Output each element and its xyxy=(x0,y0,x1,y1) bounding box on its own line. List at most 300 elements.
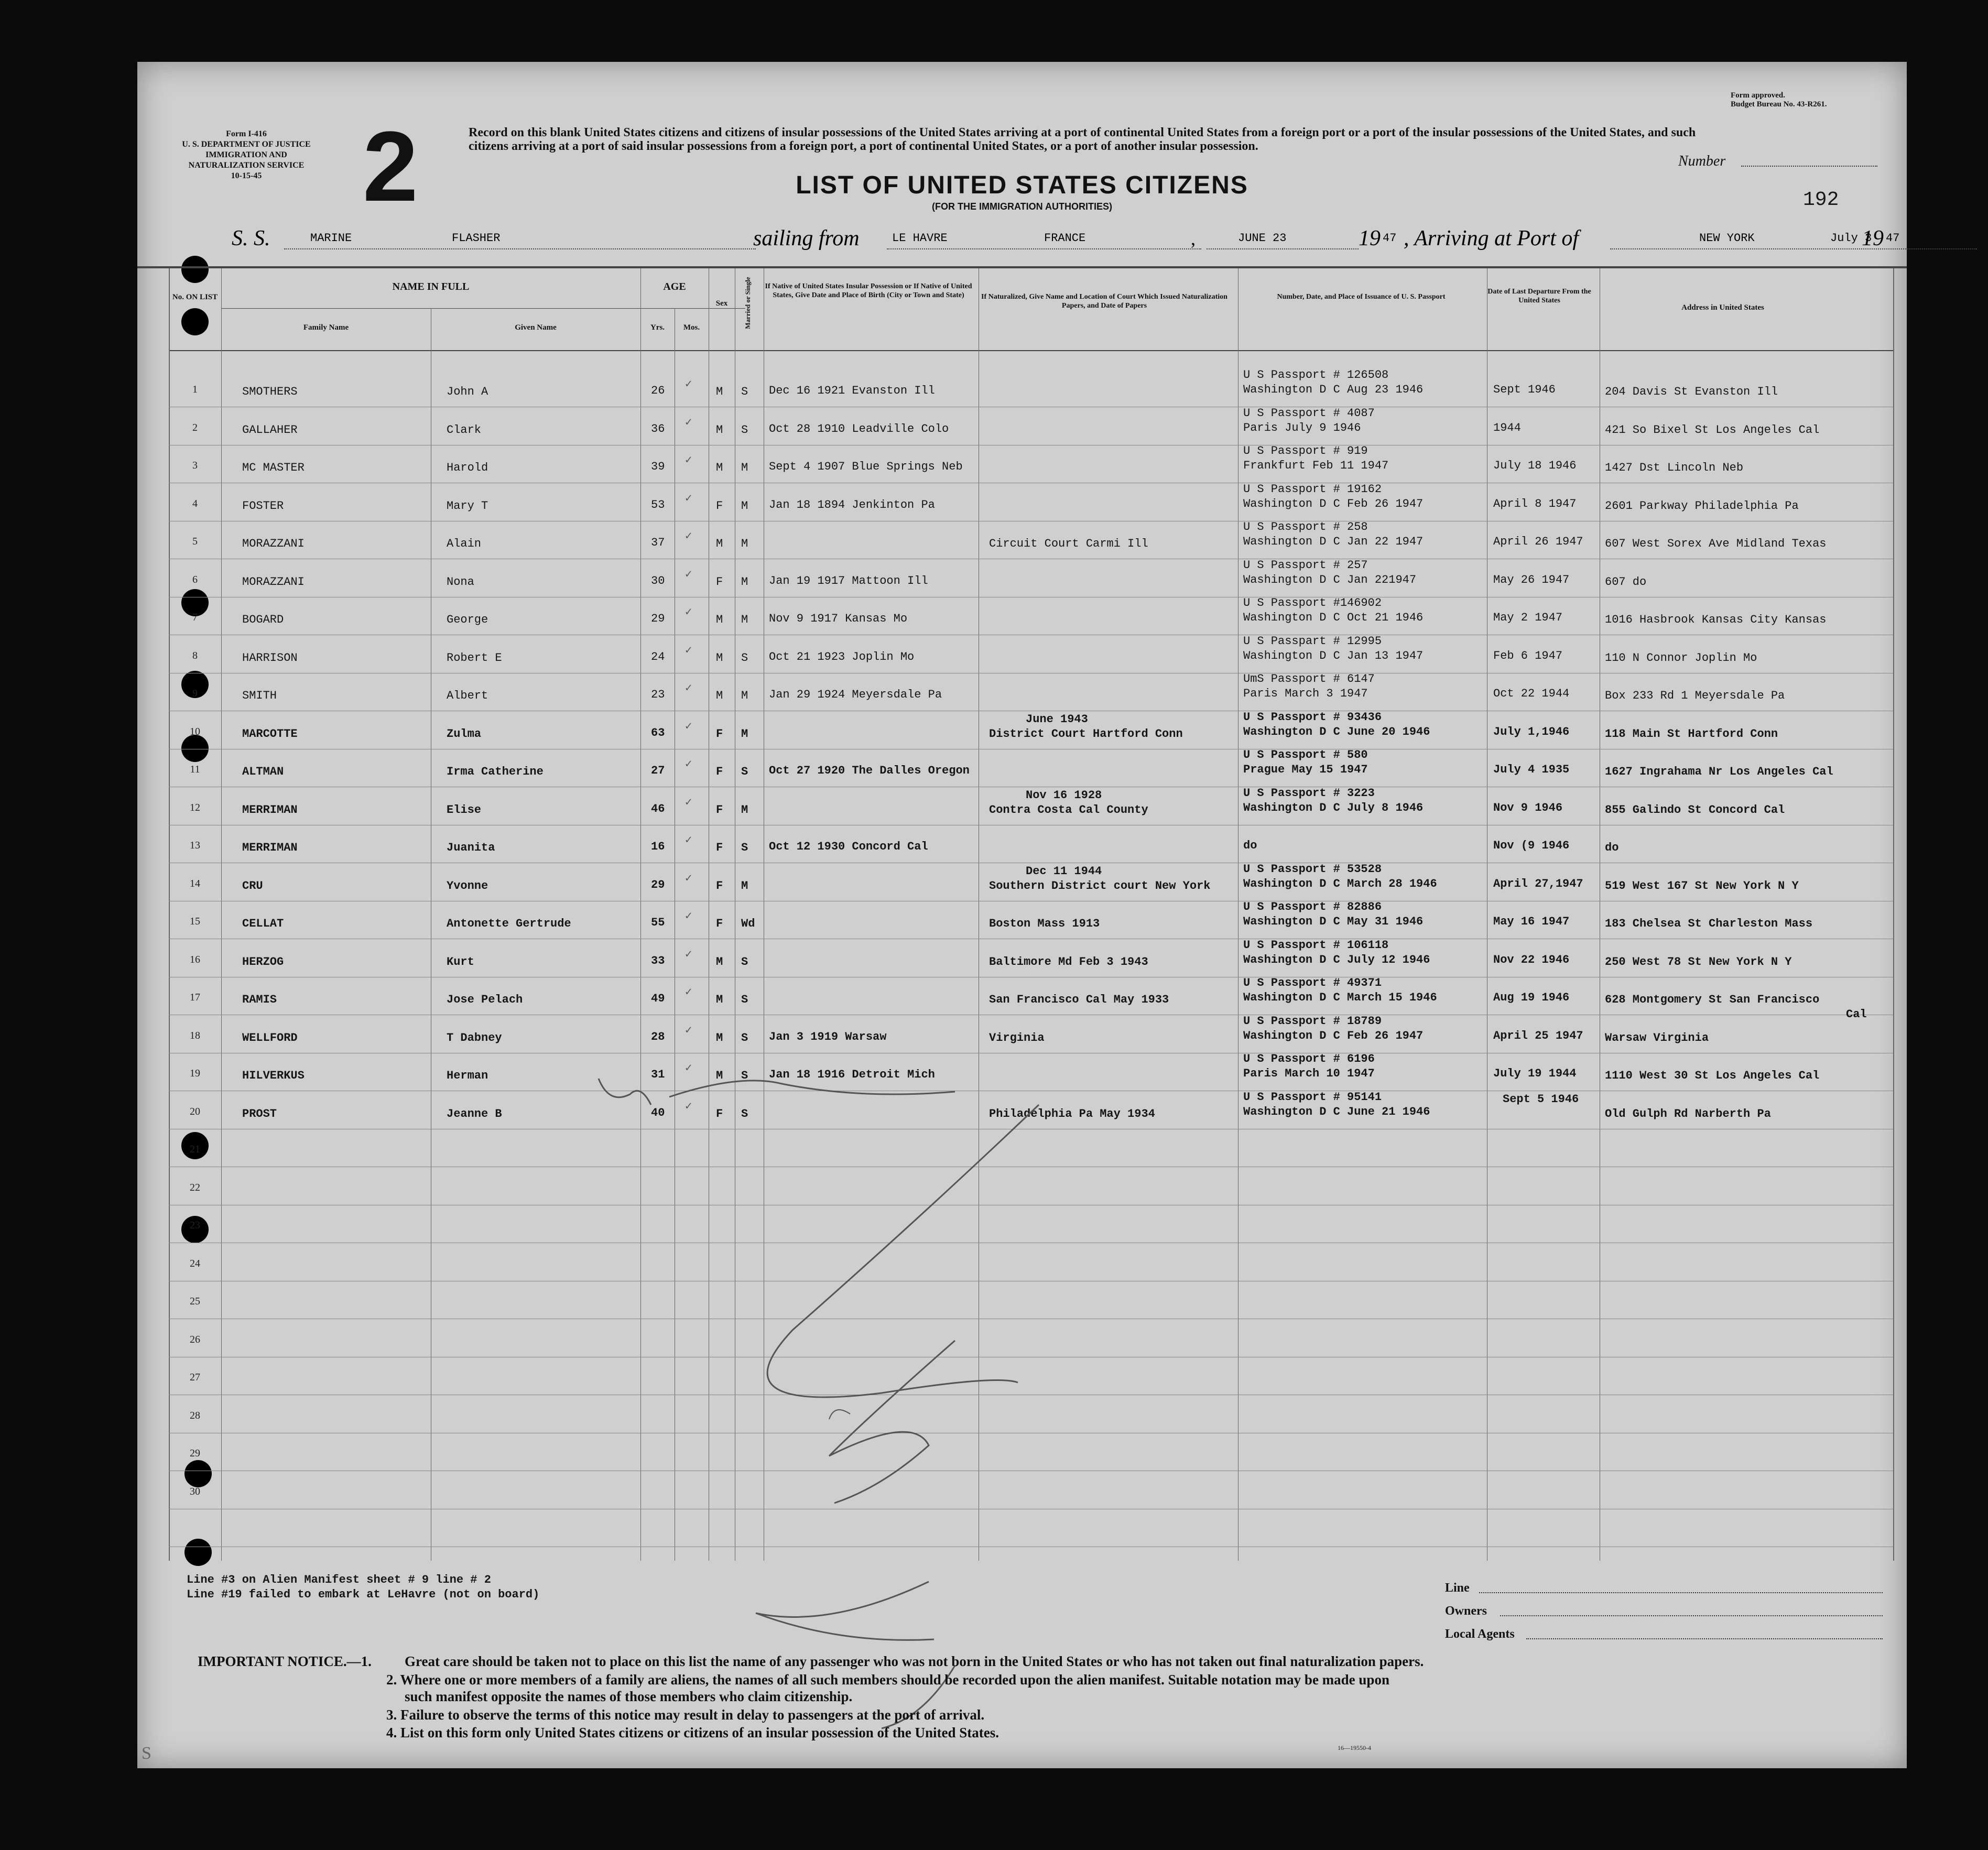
notice-heading: IMPORTANT NOTICE.—1. xyxy=(198,1653,372,1669)
sex: F xyxy=(716,841,723,854)
us-address: 607 do xyxy=(1605,575,1647,589)
given-name: Nona xyxy=(447,575,474,589)
sex: M xyxy=(716,651,723,665)
row-number: 13 xyxy=(190,840,200,851)
marital-status: M xyxy=(741,689,748,702)
age-check: ✓ xyxy=(685,606,692,619)
marital-status: M xyxy=(741,461,748,474)
ship-name-1: MARINE xyxy=(310,232,352,245)
us-address-cont: Cal xyxy=(1846,1008,1867,1021)
last-departure: April 27,1947 xyxy=(1493,877,1583,890)
us-address: 1016 Hasbrook Kansas City Kansas xyxy=(1605,613,1827,626)
family-name: PROST xyxy=(242,1107,277,1120)
number-label: Number xyxy=(1678,153,1726,169)
footer-owners-blank xyxy=(1500,1615,1883,1616)
sex: M xyxy=(716,1031,723,1044)
col-naturalized: If Naturalized, Give Name and Location of Court Which Issued Naturalization Papers, and Date of Papers xyxy=(981,293,1227,310)
form-date: 10-15-45 xyxy=(231,171,262,180)
sex: M xyxy=(716,537,723,550)
passport-number: U S Passport # 18789 xyxy=(1243,1015,1382,1028)
passport-issue: Prague May 15 1947 xyxy=(1243,763,1368,776)
col-married-single-label: Married or Single xyxy=(744,277,752,329)
notice-item-3: 3. Failure to observe the terms of this notice may result in delay to passengers at the port of arrival. xyxy=(386,1707,985,1723)
age-years: 36 xyxy=(651,422,665,436)
passport-issue: Washington D C May 31 1946 xyxy=(1243,915,1424,928)
birth-date-place: Oct 21 1923 Joplin Mo xyxy=(769,650,915,663)
last-departure: Nov 9 1946 xyxy=(1493,801,1563,814)
marital-status: S xyxy=(741,955,748,968)
col-no: No. ON LIST xyxy=(172,293,218,301)
arrival-date: July 3 xyxy=(1830,232,1872,245)
sex: M xyxy=(716,993,723,1006)
given-name: Irma Catherine xyxy=(447,765,544,778)
sex: M xyxy=(716,385,723,398)
passport-issue: Paris July 9 1946 xyxy=(1243,421,1361,434)
us-address: 118 Main St Hartford Conn xyxy=(1605,727,1778,741)
row-number: 8 xyxy=(192,650,198,661)
passport-number: U S Passport #146902 xyxy=(1243,596,1382,610)
naturalization-court: San Francisco Cal May 1933 xyxy=(989,993,1169,1006)
age-check: ✓ xyxy=(685,948,692,961)
sex: F xyxy=(716,917,723,930)
passport-number: UmS Passport # 6147 xyxy=(1243,672,1375,685)
given-name: Elise xyxy=(447,803,482,817)
marital-status: S xyxy=(741,993,748,1006)
sheet-number: 2 xyxy=(363,111,418,222)
family-name: WELLFORD xyxy=(242,1031,298,1044)
age-years: 63 xyxy=(651,726,665,739)
age-check: ✓ xyxy=(685,378,692,391)
sex: F xyxy=(716,499,723,513)
manifest-sheet xyxy=(137,62,1907,1768)
sex: F xyxy=(716,1107,723,1120)
row-number: 25 xyxy=(190,1296,200,1307)
age-years: 28 xyxy=(651,1030,665,1043)
age-years: 40 xyxy=(651,1106,665,1119)
us-address: 607 West Sorex Ave Midland Texas xyxy=(1605,537,1827,550)
last-departure: Sept 1946 xyxy=(1493,383,1556,396)
sex: F xyxy=(716,879,723,893)
family-name: MORAZZANI xyxy=(242,575,305,589)
col-name-in-full: NAME IN FULL xyxy=(392,281,470,292)
birth-date-place: Jan 18 1916 Detroit Mich xyxy=(769,1068,935,1081)
us-address: Box 233 Rd 1 Meyersdale Pa xyxy=(1605,689,1785,702)
age-check: ✓ xyxy=(685,1024,692,1037)
row-number: 15 xyxy=(190,916,200,927)
us-address: 183 Chelsea St Charleston Mass xyxy=(1605,917,1813,930)
naturalization-court: Baltimore Md Feb 3 1943 xyxy=(989,955,1148,968)
birth-date-place: Jan 29 1924 Meyersdale Pa xyxy=(769,688,942,701)
family-name: BOGARD xyxy=(242,613,284,626)
departure-date: JUNE 23 xyxy=(1238,232,1287,245)
given-name: Kurt xyxy=(447,955,474,968)
last-departure: April 25 1947 xyxy=(1493,1029,1583,1042)
last-departure: July 1,1946 xyxy=(1493,725,1570,738)
passport-issue: Washington D C Jan 13 1947 xyxy=(1243,649,1424,662)
marital-status: M xyxy=(741,727,748,741)
row-number: 3 xyxy=(192,460,198,471)
form-number: Form I-416 xyxy=(226,129,267,138)
birth-date-place: Nov 9 1917 Kansas Mo xyxy=(769,612,908,625)
age-years: 29 xyxy=(651,878,665,891)
age-check: ✓ xyxy=(685,720,692,733)
marital-status: S xyxy=(741,1069,748,1082)
last-departure: May 2 1947 xyxy=(1493,611,1563,624)
age-years: 29 xyxy=(651,612,665,625)
sex: M xyxy=(716,689,723,702)
given-name: Zulma xyxy=(447,727,482,741)
note-line-19: Line #19 failed to embark at LeHavre (not on board) xyxy=(187,1588,540,1601)
family-name: ALTMAN xyxy=(242,765,284,778)
marital-status: M xyxy=(741,537,748,550)
age-years: 53 xyxy=(651,498,665,512)
given-name: Herman xyxy=(447,1069,488,1082)
row-number: 2 xyxy=(192,422,198,433)
birth-date-place: Jan 18 1894 Jenkinton Pa xyxy=(769,498,935,512)
row-number: 22 xyxy=(190,1182,200,1193)
last-departure: Sept 5 1946 xyxy=(1503,1093,1579,1106)
family-name: GALLAHER xyxy=(242,423,298,437)
col-native-birth: If Native of United States Insular Possession or If Native of United States, Give Date and Place of Birth (City or Town and State) xyxy=(765,282,972,299)
passport-issue: Washington D C Feb 26 1947 xyxy=(1243,1029,1424,1042)
marital-status: M xyxy=(741,879,748,893)
given-name: Jeanne B xyxy=(447,1107,502,1120)
row-number: 17 xyxy=(190,992,200,1003)
age-check: ✓ xyxy=(685,416,692,429)
last-departure: Aug 19 1946 xyxy=(1493,991,1570,1004)
age-years: 33 xyxy=(651,954,665,967)
passport-number: U S Passport # 3223 xyxy=(1243,787,1375,800)
age-years: 37 xyxy=(651,536,665,549)
age-years: 24 xyxy=(651,650,665,663)
voyage-line: S. S. MARINE FLASHER sailing from LE HAVRE FRANCE , JUNE 23 19 47 , Arriving at Port of NEW YORK July 3 xyxy=(232,225,1867,257)
row-number: 4 xyxy=(192,498,198,509)
marital-status: S xyxy=(741,841,748,854)
family-name: SMITH xyxy=(242,689,277,702)
passport-number: U S Passport # 106118 xyxy=(1243,939,1389,952)
passport-number: U S Passport # 580 xyxy=(1243,748,1368,761)
col-sex: Sex xyxy=(715,299,728,308)
birth-date-place: Oct 12 1930 Concord Cal xyxy=(769,840,928,853)
row-number: 6 xyxy=(192,574,198,585)
sex: F xyxy=(716,765,723,778)
us-address: do xyxy=(1605,841,1619,854)
us-address: 204 Davis St Evanston Ill xyxy=(1605,385,1778,398)
age-years: 55 xyxy=(651,916,665,929)
passport-number: U S Passport # 49371 xyxy=(1243,976,1382,989)
ss-label: S. S. xyxy=(232,226,270,251)
passport-issue: Paris March 3 1947 xyxy=(1243,687,1368,700)
departure-year-prefix: 19 xyxy=(1359,226,1381,251)
col-age: AGE xyxy=(663,281,686,292)
birth-date-place: Oct 27 1920 The Dalles Oregon xyxy=(769,764,970,777)
handwritten-marks xyxy=(137,62,1907,1768)
marital-status: M xyxy=(741,575,748,589)
service-name: IMMIGRATION AND NATURALIZATION SERVICE xyxy=(188,150,305,170)
given-name: George xyxy=(447,613,488,626)
age-check: ✓ xyxy=(685,834,692,847)
given-name: Alain xyxy=(447,537,482,550)
passport-issue: do xyxy=(1243,839,1257,852)
row-number: 7 xyxy=(192,612,198,623)
family-name: CELLAT xyxy=(242,917,284,930)
notice-item-1: Great care should be taken not to place on this list the name of any passenger who was not born in the United States or who has not taken out final naturalization papers. xyxy=(405,1653,1424,1669)
family-name: HARRISON xyxy=(242,651,298,665)
sex: F xyxy=(716,575,723,589)
age-check: ✓ xyxy=(685,492,692,505)
marital-status: M xyxy=(741,499,748,513)
naturalization-court: Boston Mass 1913 xyxy=(989,917,1100,930)
arrival-year-prefix: 19 xyxy=(1862,226,1884,251)
row-number: 28 xyxy=(190,1410,200,1421)
row-number: 23 xyxy=(190,1220,200,1231)
last-departure: May 26 1947 xyxy=(1493,573,1570,586)
age-check: ✓ xyxy=(685,454,692,467)
passport-number: U S Passport # 4087 xyxy=(1243,407,1375,420)
birth-date-place: Dec 16 1921 Evanston Ill xyxy=(769,384,935,397)
birth-date-place: Sept 4 1907 Blue Springs Neb xyxy=(769,460,963,473)
passport-number: U S Passport # 19162 xyxy=(1243,483,1382,496)
footer-owners-label: Owners xyxy=(1445,1604,1487,1618)
ship-name-2: FLASHER xyxy=(452,232,501,245)
passport-number: U S Passport # 93436 xyxy=(1243,711,1382,724)
passport-issue: Washington D C Aug 23 1946 xyxy=(1243,383,1424,396)
us-address: 1427 Dst Lincoln Neb xyxy=(1605,461,1744,474)
age-check: ✓ xyxy=(685,758,692,771)
naturalization-court: Circuit Court Carmi Ill xyxy=(989,537,1148,550)
passport-issue: Washington D C June 21 1946 xyxy=(1243,1105,1430,1118)
row-number: 9 xyxy=(192,688,198,699)
birth-date-place: Jan 3 1919 Warsaw xyxy=(769,1030,887,1043)
given-name: Antonette Gertrude xyxy=(447,917,571,930)
col-months: Mos. xyxy=(683,323,700,332)
given-name: Albert xyxy=(447,689,488,702)
col-address: Address in United States xyxy=(1681,303,1764,312)
passport-issue: Washington D C July 8 1946 xyxy=(1243,801,1424,814)
age-check: ✓ xyxy=(685,1062,692,1075)
note-line-3: Line #3 on Alien Manifest sheet # 9 line # 2 xyxy=(187,1573,491,1586)
us-address: 110 N Connor Joplin Mo xyxy=(1605,651,1757,665)
col-passport: Number, Date, and Place of Issuance of U. S. Passport xyxy=(1277,293,1446,301)
col-last-departure: Date of Last Departure From the United States xyxy=(1487,288,1591,304)
row-number: 10 xyxy=(190,726,200,737)
family-name: MERRIMAN xyxy=(242,841,298,854)
last-departure: May 16 1947 xyxy=(1493,915,1570,928)
last-departure: April 26 1947 xyxy=(1493,535,1583,548)
us-address: Warsaw Virginia xyxy=(1605,1031,1709,1044)
marital-status: S xyxy=(741,385,748,398)
row-number: 16 xyxy=(190,954,200,965)
passport-issue: Washington D C June 20 1946 xyxy=(1243,725,1430,738)
family-name: MERRIMAN xyxy=(242,803,298,817)
marital-status: S xyxy=(741,1031,748,1044)
age-years: 26 xyxy=(651,384,665,397)
last-departure: July 4 1935 xyxy=(1493,763,1570,776)
row-number: 11 xyxy=(190,764,200,775)
sex: F xyxy=(716,803,723,817)
sex: F xyxy=(716,727,723,741)
row-number: 1 xyxy=(192,384,198,395)
last-departure: 1944 xyxy=(1493,421,1521,434)
given-name: Yvonne xyxy=(447,879,488,893)
col-family-name: Family Name xyxy=(303,323,349,332)
age-years: 30 xyxy=(651,574,665,587)
us-address: 250 West 78 St New York N Y xyxy=(1605,955,1792,968)
row-number: 24 xyxy=(190,1258,200,1269)
naturalization-date: June 1943 xyxy=(1026,713,1088,726)
us-address: 421 So Bixel St Los Angeles Cal xyxy=(1605,423,1820,437)
passport-issue: Washington D C Jan 221947 xyxy=(1243,573,1417,586)
marital-status: S xyxy=(741,423,748,437)
age-check: ✓ xyxy=(685,644,692,657)
last-departure: Nov (9 1946 xyxy=(1493,839,1570,852)
page-title: LIST OF UNITED STATES CITIZENS xyxy=(796,171,1248,199)
departure-country: FRANCE xyxy=(1044,232,1086,245)
marital-status: M xyxy=(741,613,748,626)
naturalization-court: Philadelphia Pa May 1934 xyxy=(989,1107,1155,1120)
naturalization-date: Dec 11 1944 xyxy=(1026,865,1102,878)
naturalization-date: Nov 16 1928 xyxy=(1026,789,1102,802)
sex: M xyxy=(716,1069,723,1082)
row-number: 29 xyxy=(190,1448,200,1459)
row-number: 19 xyxy=(190,1068,200,1079)
last-departure: Nov 22 1946 xyxy=(1493,953,1570,966)
last-departure: July 18 1946 xyxy=(1493,459,1577,472)
budget-bureau-line: Budget Bureau No. 43-R261. xyxy=(1731,100,1827,108)
marital-status: S xyxy=(741,651,748,665)
marital-status: S xyxy=(741,1107,748,1120)
age-check: ✓ xyxy=(685,682,692,695)
passport-number: U S Passport # 257 xyxy=(1243,559,1368,572)
page-number: 192 xyxy=(1803,189,1839,211)
age-check: ✓ xyxy=(685,1100,692,1113)
sex: M xyxy=(716,461,723,474)
arrival-year: 47 xyxy=(1886,232,1900,245)
passport-issue: Washington D C Oct 21 1946 xyxy=(1243,611,1424,624)
us-address: 855 Galindo St Concord Cal xyxy=(1605,803,1785,817)
passport-number: U S Passport # 53528 xyxy=(1243,863,1382,876)
arrival-port: NEW YORK xyxy=(1699,232,1755,245)
last-departure: April 8 1947 xyxy=(1493,497,1577,510)
notice-item-2: 2. Where one or more members of a family are aliens, the names of all such members should be recorded upon the alien manifest. Suitable notation may be made upon xyxy=(386,1672,1389,1688)
approval-line: Form approved. xyxy=(1731,91,1785,100)
passport-issue: Washington D C March 28 1946 xyxy=(1243,877,1437,890)
row-number: 5 xyxy=(192,536,198,547)
row-number: 26 xyxy=(190,1334,200,1345)
given-name: John A xyxy=(447,385,488,398)
given-name: Juanita xyxy=(447,841,495,854)
passport-number: U S Passport # 82886 xyxy=(1243,900,1382,913)
age-check: ✓ xyxy=(685,796,692,809)
row-number: 21 xyxy=(190,1144,200,1155)
row-number: 20 xyxy=(190,1106,200,1117)
notice-item-4: 4. List on this form only United States citizens or citizens of an insular possession of the United States. xyxy=(386,1725,1000,1740)
passport-number: U S Passport # 919 xyxy=(1243,444,1368,458)
us-address: 2601 Parkway Philadelphia Pa xyxy=(1605,499,1799,513)
row-number: 30 xyxy=(190,1486,200,1497)
marital-status: S xyxy=(741,765,748,778)
age-years: 23 xyxy=(651,688,665,701)
footer-line-label: Line xyxy=(1445,1581,1470,1595)
age-check: ✓ xyxy=(685,872,692,885)
age-years: 49 xyxy=(651,992,665,1005)
footer-agents-blank xyxy=(1526,1638,1883,1639)
sex: M xyxy=(716,955,723,968)
us-address: 519 West 167 St New York N Y xyxy=(1605,879,1799,893)
age-check: ✓ xyxy=(685,530,692,543)
age-check: ✓ xyxy=(685,986,692,999)
given-name: T Dabney xyxy=(447,1031,502,1044)
passport-number: U S Passpart # 12995 xyxy=(1243,635,1382,648)
row-number: 12 xyxy=(190,802,200,813)
naturalization-court: Contra Costa Cal County xyxy=(989,803,1148,817)
svg-text:S: S xyxy=(142,1744,151,1763)
row-number: 14 xyxy=(190,878,200,889)
passport-issue: Washington D C July 12 1946 xyxy=(1243,953,1430,966)
family-name: FOSTER xyxy=(242,499,284,513)
us-address: 1627 Ingrahama Nr Los Angeles Cal xyxy=(1605,765,1833,778)
department-name: U. S. DEPARTMENT OF JUSTICE xyxy=(182,140,311,149)
marital-status: Wd xyxy=(741,917,755,930)
us-address: 628 Montgomery St San Francisco xyxy=(1605,993,1820,1006)
family-name: MORAZZANI xyxy=(242,537,305,550)
footer-agents-label: Local Agents xyxy=(1445,1627,1515,1641)
departure-year: 47 xyxy=(1383,232,1397,245)
age-years: 16 xyxy=(651,840,665,853)
given-name: Clark xyxy=(447,423,482,437)
row-number: 18 xyxy=(190,1030,200,1041)
marital-status: M xyxy=(741,803,748,817)
age-years: 31 xyxy=(651,1068,665,1081)
family-name: HERZOG xyxy=(242,955,284,968)
age-years: 39 xyxy=(651,460,665,473)
family-name: SMOTHERS xyxy=(242,385,298,398)
passport-number: U S Passport # 95141 xyxy=(1243,1091,1382,1104)
given-name: Robert E xyxy=(447,651,502,665)
notice-item-2-cont: such manifest opposite the names of those members who claim citizenship. xyxy=(405,1689,853,1704)
age-years: 27 xyxy=(651,764,665,777)
birth-date-place: Jan 19 1917 Mattoon Ill xyxy=(769,574,928,587)
family-name: MC MASTER xyxy=(242,461,305,474)
age-years: 46 xyxy=(651,802,665,815)
passport-issue: Washington D C March 15 1946 xyxy=(1243,991,1437,1004)
birth-date-place: Oct 28 1910 Leadville Colo xyxy=(769,422,949,436)
sex: M xyxy=(716,613,723,626)
family-name: CRU xyxy=(242,879,263,893)
row-number: 27 xyxy=(190,1372,200,1383)
passport-issue: Washington D C Feb 26 1947 xyxy=(1243,497,1424,510)
passport-issue: Frankfurt Feb 11 1947 xyxy=(1243,459,1389,472)
given-name: Mary T xyxy=(447,499,488,513)
record-instructions: Record on this blank United States citizens and citizens of insular possessions of the United States arriving at a port of continental United States from a foreign port or a port of the insular possessions of the United States, and such citizens arriving at a port of said insular possessions from a foreign port, a port of continental United States, or a port of another insular possession. xyxy=(469,126,1696,153)
footer-line-blank xyxy=(1479,1592,1883,1593)
passport-number: U S Passport # 126508 xyxy=(1243,368,1389,382)
col-given-name: Given Name xyxy=(515,323,557,332)
col-years: Yrs. xyxy=(650,323,665,332)
sex: M xyxy=(716,423,723,437)
family-name: MARCOTTE xyxy=(242,727,298,741)
naturalization-court: Virginia xyxy=(989,1031,1045,1044)
naturalization-court: District Court Hartford Conn xyxy=(989,727,1183,741)
departure-port: LE HAVRE xyxy=(892,232,948,245)
last-departure: July 19 1944 xyxy=(1493,1067,1577,1080)
family-name: HILVERKUS xyxy=(242,1069,305,1082)
page-subtitle: (FOR THE IMMIGRATION AUTHORITIES) xyxy=(932,201,1112,212)
last-departure: Feb 6 1947 xyxy=(1493,649,1563,662)
passport-issue: Paris March 10 1947 xyxy=(1243,1067,1375,1080)
sailing-label: sailing from xyxy=(753,226,860,251)
us-address: Old Gulph Rd Narberth Pa xyxy=(1605,1107,1771,1120)
